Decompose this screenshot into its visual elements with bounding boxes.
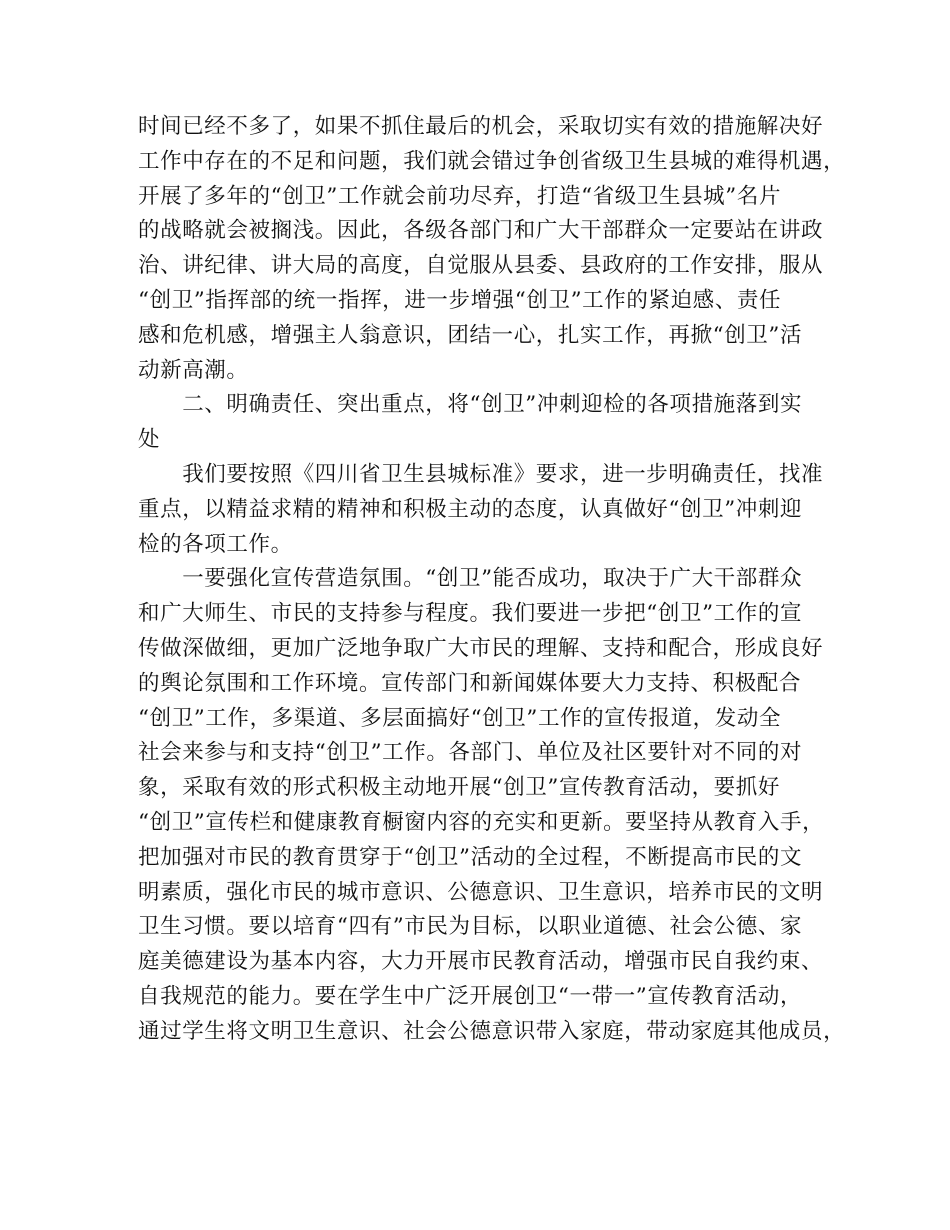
document-body <box>138 110 846 1050</box>
text-line: 工作中存在的不足和问题，我们就会错过争创省级卫生县城的难得机遇， <box>138 148 846 174</box>
text-line: 通过学生将文明卫生意识、社会公德意识带入家庭，带动家庭其他成员， <box>138 1018 846 1044</box>
text-line: 自我规范的能力。要在学生中广泛开展创卫“一带一”宣传教育活动， <box>138 983 803 1009</box>
text-line: 把加强对市民的教育贯穿于“创卫”活动的全过程，不断提高市民的文 <box>138 844 803 870</box>
text-line: 的战略就会被搁浅。因此，各级各部门和广大干部群众一定要站在讲政 <box>138 218 824 244</box>
text-line: 传做深做细，更加广泛地争取广大市民的理解、支持和配合，形成良好 <box>138 635 824 661</box>
text-line: 动新高潮。 <box>138 357 249 383</box>
text-line: 象，采取有效的形式积极主动地开展“创卫”宣传教育活动，要抓好 <box>138 775 780 801</box>
text-line: 庭美德建设为基本内容，大力开展市民教育活动，增强市民自我约束、 <box>138 949 824 975</box>
text-line: 明素质，强化市民的城市意识、公德意识、卫生意识，培养市民的文明 <box>138 879 824 905</box>
text-line: “创卫”工作，多渠道、多层面搞好“创卫”工作的宣传报道，发动全 <box>138 705 782 731</box>
text-line: 治、讲纪律、讲大局的高度，自觉服从县委、县政府的工作安排，服从 <box>138 253 824 279</box>
section-heading-line: 处 <box>138 427 161 453</box>
text-line: 卫生习惯。要以培育“四有”市民为目标，以职业道德、社会公德、家 <box>138 914 803 940</box>
text-line: “创卫”宣传栏和健康教育橱窗内容的充实和更新。要坚持从教育入手， <box>138 809 825 835</box>
text-line: “创卫”指挥部的统一指挥，进一步增强“创卫”工作的紧迫感、责任 <box>138 287 782 313</box>
text-line: 的舆论氛围和工作环境。宣传部门和新闻媒体要大力支持、积极配合 <box>138 670 802 696</box>
section-heading-line: 二、明确责任、突出重点，将“创卫”冲刺迎检的各项措施落到实 <box>138 392 803 418</box>
text-line: 检的各项工作。 <box>138 531 293 557</box>
text-line: 我们要按照《四川省卫生县城标准》要求，进一步明确责任，找准 <box>138 461 824 487</box>
text-line: 社会来参与和支持“创卫”工作。各部门、单位及社区要针对不同的对 <box>138 740 803 766</box>
text-line: 感和危机感，增强主人翁意识，团结一心，扎实工作，再掀“创卫”活 <box>138 322 803 348</box>
text-line: 开展了多年的“创卫”工作就会前功尽弃，打造“省级卫生县城”名片 <box>138 183 782 209</box>
text-line: 和广大师生、市民的支持参与程度。我们要进一步把“创卫”工作的宣 <box>138 601 803 627</box>
text-line: 重点，以精益求精的精神和积极主动的态度，认真做好“创卫”冲刺迎 <box>138 496 803 522</box>
text-line: 一要强化宣传营造氛围。“创卫”能否成功，取决于广大干部群众 <box>138 566 803 592</box>
text-line: 时间已经不多了，如果不抓住最后的机会，采取切实有效的措施解决好 <box>138 114 824 139</box>
